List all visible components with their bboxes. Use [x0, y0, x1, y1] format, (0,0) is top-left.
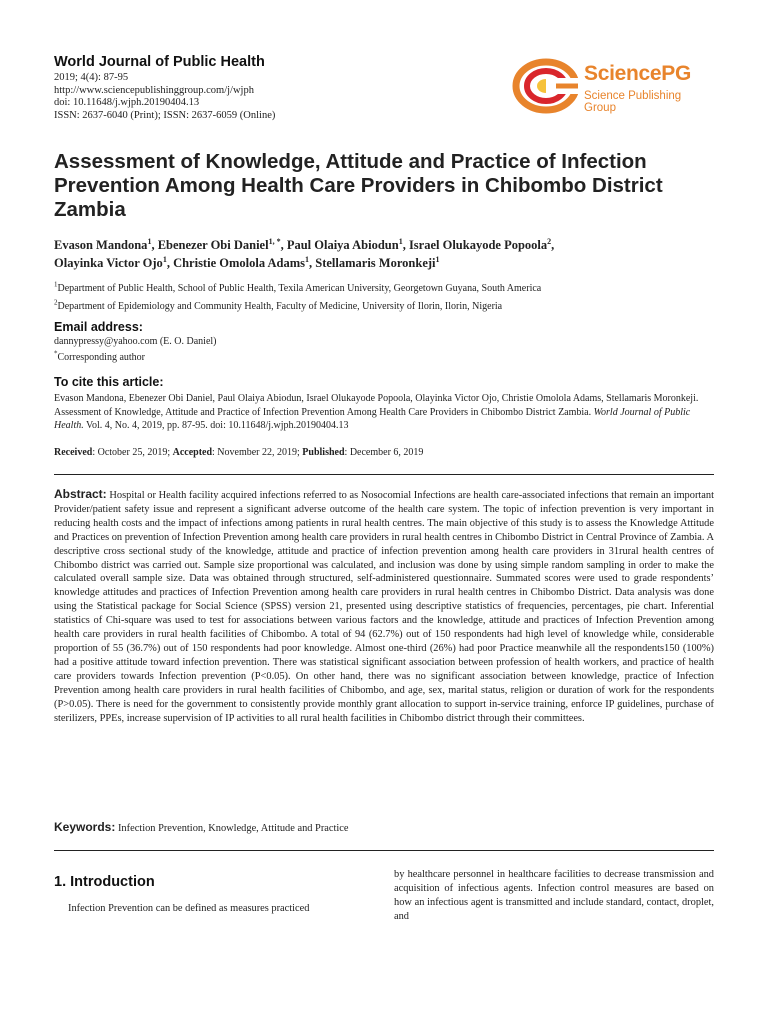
sciencepg-logo-icon: [512, 58, 578, 114]
author-name: Israel Olukayode Popoola: [408, 238, 548, 252]
corresponding-author-note: [54, 349, 145, 363]
journal-url[interactable]: http://www.sciencepublishinggroup.com/j/wjph: [54, 84, 254, 96]
article-title: Assessment of Knowledge, Attitude and Practice of Infection Prevention Among Health Care Providers in Chibombo District Zambia: [54, 150, 663, 221]
affiliation-text: Department of Public Health, School of Public Health, Texila American University, Georgetown Guyana, South America: [57, 283, 542, 294]
divider-bottom: [54, 850, 714, 851]
author-affil-sup: 2: [547, 236, 552, 246]
affiliation-sup: 1: [54, 280, 58, 289]
keywords-text: Infection Prevention, Knowledge, Attitude and Practice: [117, 823, 349, 834]
citation-body: Evason Mandona, Ebenezer Obi Daniel, Paul Olaiya Abiodun, Israel Olukayode Popoola, Olayinka Victor Ojo, Christie Omolola Adams, Stellamaris Moronkeji. Assessment of Knowledge, Attitude and Practice of Infection Prevention Among Health Care Providers in Chibombo District Zambia.: [54, 393, 699, 418]
author-affil-sup: 1: [162, 254, 167, 264]
publication-dates: [54, 447, 714, 458]
intro-paragraph-left: Infection Prevention can be defined as measures practiced: [68, 903, 310, 914]
intro-paragraph-right: by healthcare personnel in healthcare facilities to decrease transmission and acquisition of infectious agents. Infection control measures are based on how an infectious agent is transmitted and include standard, contact, droplet, and: [394, 869, 714, 922]
affiliation-text: Department of Epidemiology and Community Health, Faculty of Medicine, University of Ilorin, Ilorin, Nigeria: [57, 301, 503, 312]
logo-tagline: Science Publishing Group: [584, 90, 682, 114]
cite-heading: To cite this article:: [54, 375, 164, 389]
citation-journal: World Journal of Public Health.: [54, 406, 691, 431]
corresponding-text: Corresponding author: [57, 352, 145, 363]
author-name: Olayinka Victor Ojo: [54, 256, 163, 270]
published-label: Published: [302, 447, 345, 458]
keywords-label: Keywords:: [54, 820, 116, 834]
author-list: Evason Mandona$^1$, Ebenezer Obi Daniel$^{1, *}$, Paul Olaiya Abiodun$^1$, Israel Olukayode Popoola$^2$, Olayinka Victor Ojo$^1$, Christie Omolola Adams$^1$, Stellamaris Moronkeji$^1$: [54, 236, 555, 270]
abstract-text: Hospital or Health facility acquired infections referred to as Nosocomial Infections are health care-associated infections that remain an important Provider/patient safety issue and represent a significant adverse outcome of the health care system. The topic of infection prevention is very important in reducing health costs and the impact of infections among patients in rural health centres. The main objective of this study is to assess the Knowledge Attitude and Practices on prevention of Infection Prevention among health care providers in rural health centres in Chibombo District in Central Province of Zambia. A descriptive cross sectional study of the knowledge, attitude and practice of infection prevention among health care providers in 31rural health centres of Chibombo district was carried out. Sample size proportional was calculated, and inclusion was done by using simple random sampling in order to make the calculated overall sample size. Data was obtained through structured, self-administered questionnaire. Summated scores were used to grade respondents’ knowledge attitudes and practices of Infection Prevention among health care providers in rural health centres in Chibombo District. Data analysis was done using the Statistical package for Social Science (SPSS) version 21, presented using descriptive statistics of frequencies, percentages, pie chart. Inferential statistics of Chi-square was used to test for associations between various factors and the knowledge, attitude and practices of Infection Prevention among health care providers in rural health facilities of Chibombo. A total of 94 (62.7%) out of 150 respondents had high level of knowledge while, considerable proportion of 55 (36.7%) out of 150 respondents had poor knowledge. Almost one-third (26%) had poor Practice meanwhile all the respondents150 (100%) had a positive attitude toward infection prevention. There was statistical significant association between profession of health workers, and practice of health care providers towards Infection prevention (P<0.05). On other hand, there was no significant association between knowledge, practice of Infection Prevention among health care providers in rural health facilities of Chibombo, and age, sex, marital status, religion or duration of work for the respondents (P>0.05). There is need for the government to consistently provide monthly grant allocation to support in-service training, enforce IP guidelines, purchase of sterilizers, PPEs, increase supervision of IP activities to all rural health facilities in Chibombo district through their committees.: [54, 490, 714, 724]
published-date: : December 6, 2019: [344, 447, 424, 458]
keywords: [54, 820, 714, 834]
affiliation: [54, 280, 714, 298]
author-name: Stellamaris Moronkeji: [315, 256, 436, 270]
logo-name: SciencePG: [584, 62, 692, 85]
citation-text: [54, 392, 714, 433]
accepted-label: Accepted: [172, 447, 213, 458]
author-name: Ebenezer Obi Daniel: [157, 238, 269, 252]
author-affil-sup: 1: [305, 254, 310, 264]
section-heading-introduction: 1. Introduction: [54, 874, 155, 890]
journal-issue: 2019; 4(4): 87-95: [54, 72, 129, 83]
affiliation-sup: 2: [54, 298, 58, 307]
citation-details: Vol. 4, No. 4, 2019, pp. 87-95. doi: 10.11648/j.wjph.20190404.13: [83, 420, 349, 431]
divider-top: [54, 474, 714, 475]
author-affil-sup: 1: [147, 236, 152, 246]
author-name: Evason Mandona: [54, 238, 148, 252]
journal-name: World Journal of Public Health: [54, 54, 265, 70]
received-date: : October 25, 2019;: [92, 447, 173, 458]
journal-issn: ISSN: 2637-6040 (Print); ISSN: 2637-6059 (Online): [54, 109, 276, 121]
author-affil-sup: 1: [435, 254, 440, 264]
author-affil-sup: 1: [398, 236, 403, 246]
abstract: [54, 488, 714, 725]
author-name: Christie Omolola Adams: [173, 256, 306, 270]
journal-header: [54, 54, 474, 122]
author-name: Paul Olaiya Abiodun: [286, 238, 399, 252]
email-address[interactable]: dannypressy@yahoo.com (E. O. Daniel): [54, 336, 217, 347]
journal-doi: doi: 10.11648/j.wjph.20190404.13: [54, 97, 200, 108]
email-heading: Email address:: [54, 320, 143, 334]
accepted-date: : November 22, 2019;: [212, 447, 303, 458]
corresponding-sup: *: [54, 349, 58, 358]
author-affil-sup: 1, *: [268, 236, 281, 246]
affiliation: [54, 298, 714, 316]
affiliation-list: [54, 280, 714, 316]
abstract-label: Abstract:: [54, 487, 107, 501]
received-label: Received: [54, 447, 93, 458]
sciencepg-logo: [512, 58, 712, 114]
